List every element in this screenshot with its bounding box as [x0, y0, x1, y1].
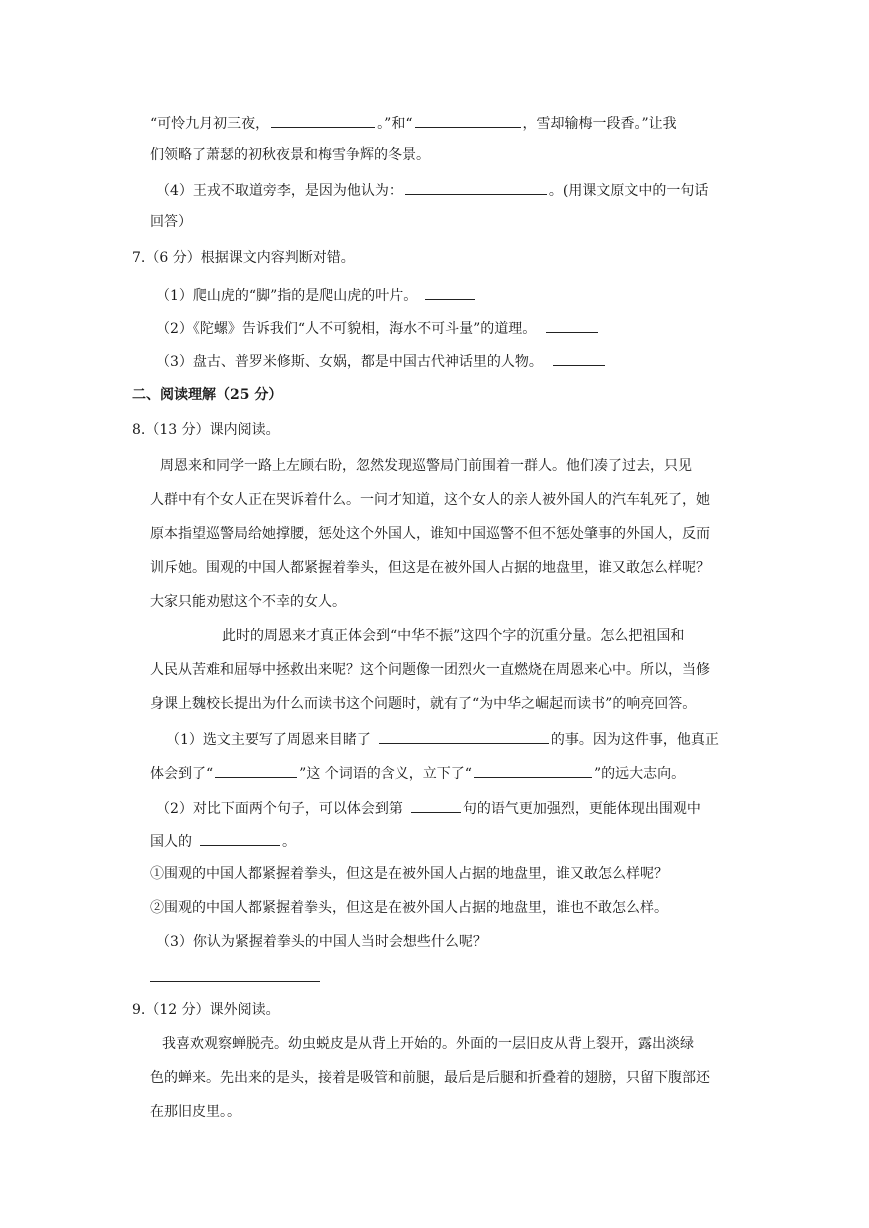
answer-blank[interactable]	[200, 830, 280, 846]
answer-blank[interactable]	[405, 179, 547, 195]
text: （1）爬山虎的“脚”指的是爬山虎的叶片。	[156, 288, 418, 304]
text: 。	[282, 834, 296, 850]
passage-line: 色的蝉来。先出来的是头，接着是吸管和前腿，最后是后腿和折叠着的翅膀，只留下腹部还	[150, 1070, 710, 1086]
answer-blank[interactable]	[215, 762, 297, 778]
text: 的事。因为这件事，他真正	[550, 732, 719, 748]
passage-line: 身课上魏校长提出为什么而读书这个问题时，就有了“为中华之崛起而读书”的响亮回答。	[150, 696, 697, 712]
text: “可怜九月初三夜，	[150, 116, 270, 132]
answer-blank[interactable]	[271, 112, 375, 128]
passage-line: 大家只能劝慰这个不幸的女人。	[150, 594, 346, 610]
passage-line: 在那旧皮里。。	[150, 1104, 241, 1120]
passage-line: 周恩来和同学一路上左顾右盼，忽然发现巡警局门前围着一群人。他们凑了过去，只见	[160, 458, 692, 474]
text: 国人的	[150, 834, 192, 850]
text: 句的语气更加强烈，更能体现出围观中	[462, 801, 701, 817]
answer-blank[interactable]	[411, 797, 461, 813]
sentence-1: ①围观的中国人都紧握着拳头，但这是在被外国人占据的地盘里，谁又敢怎么样呢？	[150, 866, 668, 882]
answer-blank[interactable]	[379, 728, 549, 744]
answer-blank[interactable]	[546, 317, 598, 333]
text: （4）王戎不取道旁李，是因为他认为：	[156, 183, 403, 199]
passage-line: 训斥她。围观的中国人都紧握着拳头，但这是在被外国人占据的地盘里，谁又敢怎么样呢？	[150, 560, 710, 576]
answer-line[interactable]	[150, 981, 320, 982]
text: ，雪却输梅一段香。”让我	[522, 116, 677, 132]
text: （1）选文主要写了周恩来目睹了	[166, 732, 371, 748]
question-7-2	[156, 317, 600, 339]
text: 。(用课文原文中的一句话	[548, 183, 709, 199]
passage-line: 人民从苦难和屈辱中拯救出来呢？这个问题像一团烈火一直燃烧在周恩来心中。所以，当修	[150, 662, 710, 678]
text: （2）对比下面两个句子，可以体会到第	[156, 801, 403, 817]
passage-line: 原本指望巡警局给她撑腰，惩处这个外国人，谁知中国巡警不但不惩处肇事的外国人，反而	[150, 526, 710, 542]
passage-line: 此时的周恩来才真正体会到“中华不振”这四个字的沉重分量。怎么把祖国和	[222, 628, 685, 644]
question-6-4	[156, 179, 708, 201]
text: ”的远大志向。	[593, 766, 686, 782]
question-8-2	[156, 797, 701, 819]
passage-line: 人群中有个女人正在哭诉着什么。一问才知道，这个女人的亲人被外国人的汽车轧死了，她	[150, 492, 710, 508]
poem-fill-line	[150, 112, 677, 134]
text: 。”和“	[377, 116, 413, 132]
answer-blank[interactable]	[415, 112, 521, 128]
text: （2）《陀螺》告诉我们“人不可貌相，海水不可斗量”的道理。	[156, 321, 537, 337]
text-line: 们领略了萧瑟的初秋夜景和梅雪争辉的冬景。	[150, 147, 430, 163]
answer-blank[interactable]	[425, 284, 475, 300]
passage-line: 我喜欢观察蝉脱壳。幼虫蜕皮是从背上开始的。外面的一层旧皮从背上裂开，露出淡绿	[162, 1036, 694, 1052]
sentence-2: ②围观的中国人都紧握着拳头，但这是在被外国人占据的地盘里，谁也不敢怎么样。	[150, 900, 668, 916]
text: （3）盘古、普罗米修斯、女娲，都是中国古代神话里的人物。	[156, 354, 543, 370]
question-8-1-cont	[150, 762, 685, 784]
answer-blank[interactable]	[553, 350, 605, 366]
section-heading: 二、阅读理解（25 分）	[132, 387, 283, 403]
question-7-title: 7.（6 分）根据课文内容判断对错。	[132, 250, 355, 266]
question-8-1	[166, 728, 719, 750]
question-8-title: 8.（13 分）课内阅读。	[132, 422, 280, 438]
text: 体会到了“	[150, 766, 214, 782]
question-7-3	[156, 350, 607, 372]
answer-blank[interactable]	[474, 762, 592, 778]
text-line: 回答）	[150, 214, 192, 230]
question-7-1	[156, 284, 477, 306]
question-8-2-cont	[150, 830, 296, 852]
text: ”这 个词语的含义，立下了“	[299, 766, 472, 782]
question-9-title: 9.（12 分）课外阅读。	[132, 1002, 280, 1018]
question-8-3: （3）你认为紧握着拳头的中国人当时会想些什么呢？	[156, 934, 487, 950]
